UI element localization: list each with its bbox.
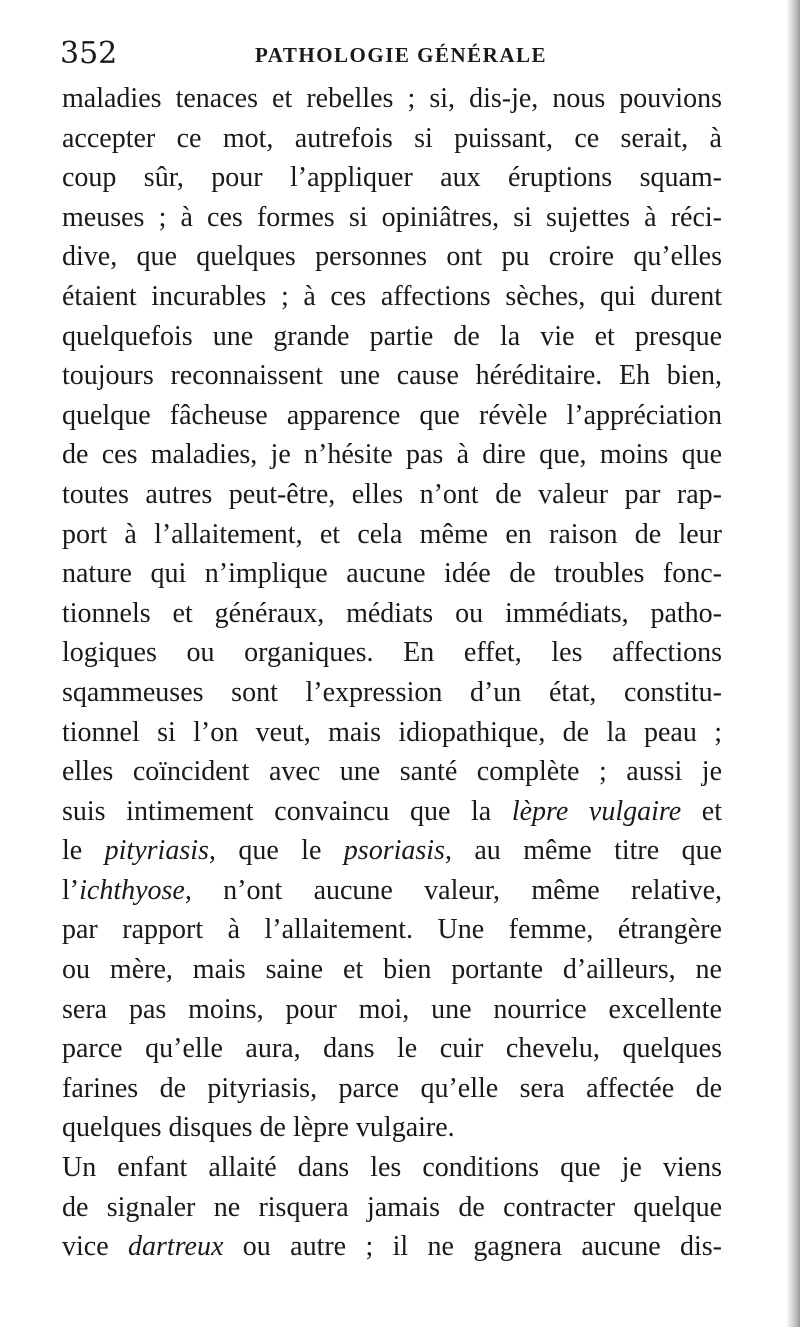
- text-line: quelque fâcheuse apparence que révèle l’appréciation: [62, 399, 722, 431]
- italic-term: lèpre vulgaire: [511, 795, 682, 827]
- text-line: farines de pityriasis, parce qu’elle sera affectée de: [62, 1072, 722, 1104]
- text-line: [62, 831, 722, 871]
- text-line: nature qui n’implique aucune idée de troubles fonc-: [62, 558, 722, 590]
- text-line: accepter ce mot, autrefois si puissant, ce serait, à: [62, 122, 722, 154]
- text-run: n’ont aucune valeur, même relative,: [191, 874, 722, 906]
- text-line: coup sûr, pour l’appliquer aux éruptions squam-: [62, 162, 722, 194]
- text-run: suis intimement convaincu que la: [62, 795, 492, 827]
- text-line: sera pas moins, pour moi, une nourrice excellente: [62, 993, 722, 1025]
- text-line: Un enfant allaité dans les conditions que je viens: [62, 1152, 722, 1184]
- text-line: tionnels et généraux, médiats ou immédiats, patho-: [62, 597, 722, 629]
- text-run: le: [62, 835, 83, 867]
- text-line: logiques ou organiques. En effet, les affections: [62, 637, 722, 669]
- text-line: quelquefois une grande partie de la vie et presque: [62, 320, 722, 352]
- page-number: 352: [60, 36, 118, 71]
- italic-term: dartreux: [128, 1231, 224, 1263]
- text-line: par rapport à l’allaitement. Une femme, étrangère: [62, 914, 722, 946]
- text-line: toujours reconnaissent une cause héréditaire. Eh bien,: [62, 360, 722, 392]
- text-line: toutes autres peut-être, elles n’ont de valeur par rap-: [62, 478, 722, 510]
- text-line: parce qu’elle aura, dans le cuir chevelu, quelques: [62, 1033, 722, 1065]
- text-line: étaient incurables ; à ces affections sèches, qui durent: [62, 280, 722, 312]
- text-line: port à l’allaitement, et cela même en raison de leur: [62, 518, 722, 550]
- text-line: [62, 1227, 722, 1267]
- text-line: sqammeuses sont l’expression d’un état, constitu-: [62, 676, 722, 708]
- text-line: de signaler ne risquera jamais de contracter quelque: [62, 1191, 722, 1223]
- page-header: [60, 34, 720, 74]
- text-line: dive, que quelques personnes ont pu croire qu’elles: [62, 241, 722, 273]
- text-line: meuses ; à ces formes si opiniâtres, si sujettes à réci-: [62, 201, 722, 233]
- italic-term: ichthyose,: [79, 874, 192, 906]
- text-line: [62, 792, 722, 832]
- text-run: que le: [215, 835, 344, 867]
- italic-term: pityriasis,: [104, 835, 216, 867]
- running-title: PATHOLOGIE GÉNÉRALE: [255, 43, 548, 67]
- text-run: l’: [62, 874, 80, 906]
- text-line: de ces maladies, je n’hésite pas à dire que, moins que: [62, 439, 722, 471]
- text-line: quelques disques de lèpre vulgaire.: [62, 1112, 455, 1144]
- text-line: tionnel si l’on veut, mais idiopathique, de la peau ;: [62, 716, 722, 748]
- italic-term: psoriasis: [343, 835, 445, 867]
- text-line: maladies tenaces et rebelles ; si, dis-je, nous pouvions: [62, 83, 722, 114]
- body-text: [62, 79, 722, 1267]
- page-edge-shadow: [786, 0, 800, 1327]
- text-run: et: [681, 795, 722, 827]
- text-run: vice: [62, 1231, 109, 1263]
- text-line: [62, 871, 722, 911]
- text-run: , au même titre que: [444, 835, 723, 867]
- text-run: ou autre ; il ne gagnera aucune dis-: [223, 1231, 722, 1263]
- text-line: ou mère, mais saine et bien portante d’ailleurs, ne: [62, 954, 722, 986]
- text-line: elles coïncident avec une santé complète ; aussi je: [62, 756, 722, 788]
